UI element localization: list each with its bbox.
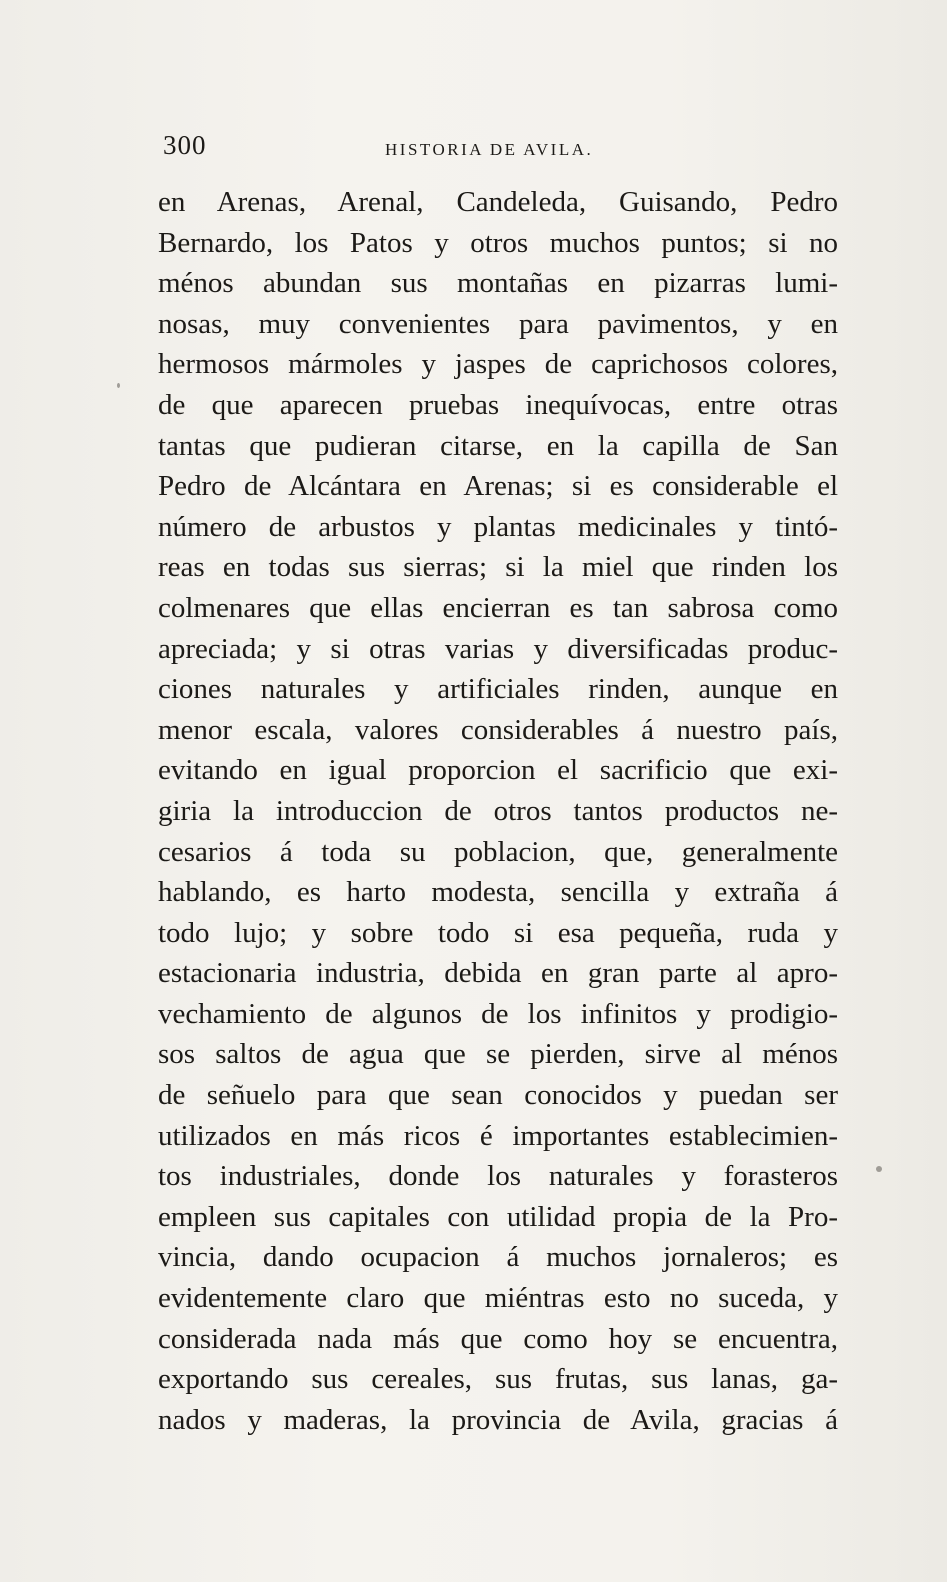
text-line: ménos abundan sus montañas en pizarras lumi-: [158, 267, 838, 300]
text-line: Bernardo, los Patos y otros muchos puntos; si no: [158, 226, 838, 259]
text-line: reas en todas sus sierras; si la miel que rinden los: [158, 551, 838, 584]
page-number: 300: [163, 130, 207, 160]
text-line: considerada nada más que como hoy se encuentra,: [158, 1322, 838, 1355]
text-line: vincia, dando ocupacion á muchos jornaleros; es: [158, 1241, 838, 1274]
text-line: hermosos mármoles y jaspes de caprichosos colores,: [158, 348, 838, 381]
page-header: [163, 130, 843, 170]
text-line: cesarios á toda su poblacion, que, generalmente: [158, 835, 838, 868]
text-line: de señuelo para que sean conocidos y puedan ser: [158, 1079, 838, 1112]
text-line: nosas, muy convenientes para pavimentos, y en: [158, 307, 838, 340]
text-line: giria la introduccion de otros tantos productos ne-: [158, 794, 838, 827]
text-line: menor escala, valores considerables á nuestro país,: [158, 713, 838, 746]
text-line: utilizados en más ricos é importantes establecimien-: [158, 1119, 838, 1152]
text-line: Pedro de Alcántara en Arenas; si es considerable el: [158, 470, 838, 503]
text-line: nados y maderas, la provincia de Avila, gracias á: [158, 1403, 838, 1436]
paper-speck: [117, 383, 120, 388]
running-title: HISTORIA DE AVILA.: [385, 140, 594, 159]
text-line: exportando sus cereales, sus frutas, sus lanas, ga-: [158, 1363, 838, 1396]
text-line: vechamiento de algunos de los infinitos y prodigio-: [158, 997, 838, 1030]
text-line: colmenares que ellas encierran es tan sabrosa como: [158, 591, 838, 624]
paper-speck: [876, 1166, 882, 1172]
text-line: estacionaria industria, debida en gran parte al apro-: [158, 957, 838, 990]
body-text: [158, 182, 838, 1440]
text-line: evidentemente claro que miéntras esto no suceda, y: [158, 1282, 838, 1315]
text-line: número de arbustos y plantas medicinales y tintó-: [158, 510, 838, 543]
text-line: ciones naturales y artificiales rinden, aunque en: [158, 673, 838, 706]
text-line: sos saltos de agua que se pierden, sirve al ménos: [158, 1038, 838, 1071]
text-line: apreciada; y si otras varias y diversificadas produc-: [158, 632, 838, 665]
text-line: empleen sus capitales con utilidad propia de la Pro-: [158, 1200, 838, 1233]
text-line: de que aparecen pruebas inequívocas, entre otras: [158, 388, 838, 421]
text-line: evitando en igual proporcion el sacrificio que exi-: [158, 754, 838, 787]
text-line: todo lujo; y sobre todo si esa pequeña, ruda y: [158, 916, 838, 949]
text-line: tos industriales, donde los naturales y forasteros: [158, 1160, 838, 1193]
text-line: hablando, es harto modesta, sencilla y extraña á: [158, 876, 838, 909]
text-line: tantas que pudieran citarse, en la capilla de San: [158, 429, 838, 462]
text-line: en Arenas, Arenal, Candeleda, Guisando, Pedro: [158, 186, 838, 218]
